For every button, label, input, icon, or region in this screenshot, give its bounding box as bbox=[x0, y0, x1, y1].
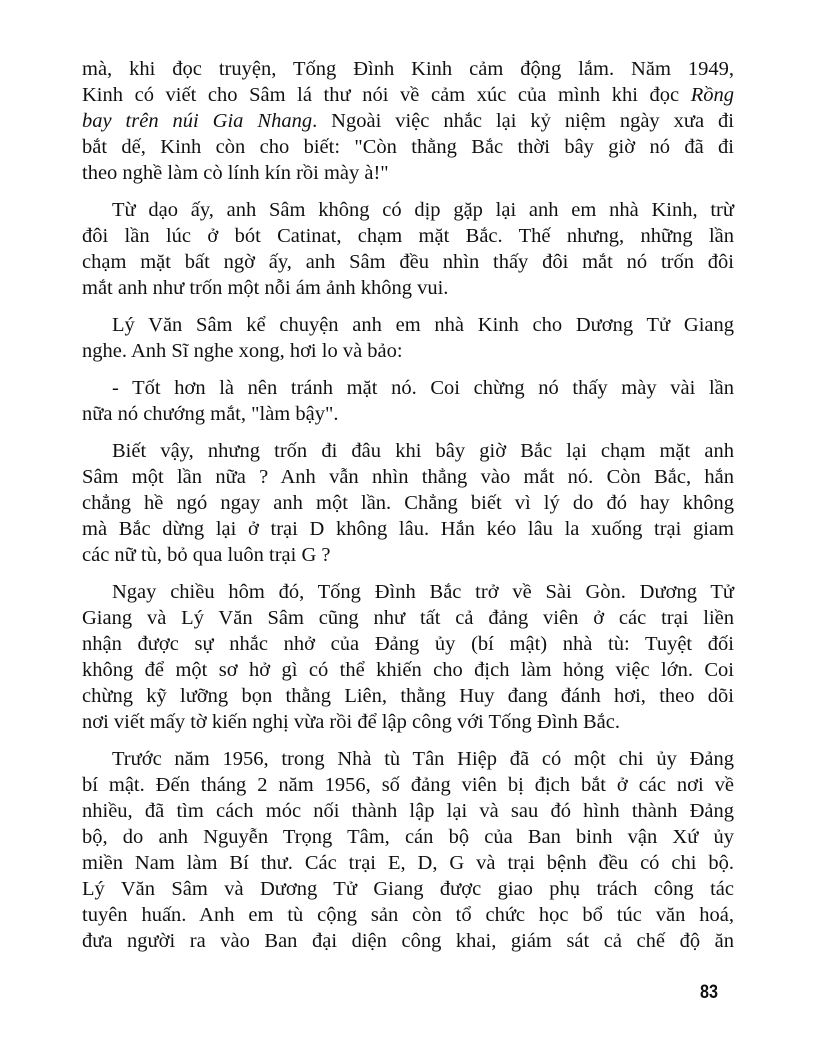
paragraph bbox=[82, 56, 734, 186]
text-segment: Kinh có viết cho Sâm lá thư nói về cảm xúc của mình khi đọc bbox=[82, 84, 691, 106]
text-line bbox=[82, 108, 734, 134]
italic-title: Rồng bbox=[690, 84, 734, 106]
text-line: nữa nó chướng mắt, "làm bậy". bbox=[82, 403, 339, 425]
text-line: nghe. Anh Sĩ nghe xong, hơi lo và bảo: bbox=[82, 340, 403, 362]
text-line: Ngay chiều hôm đó, Tống Đình Bắc trở về Sài Gòn. Dương Tử bbox=[112, 581, 734, 603]
text-line: chừng kỹ lưỡng bọn thằng Liên, thằng Huy đang đánh hơi, theo dõi bbox=[82, 685, 734, 707]
text-line bbox=[82, 82, 734, 108]
text-line: miền Nam làm Bí thư. Các trại E, D, G và trại bệnh đều có chi bộ. bbox=[82, 852, 734, 874]
text-line: Lý Văn Sâm và Dương Tử Giang được giao phụ trách công tác bbox=[82, 878, 734, 900]
text-line: Giang và Lý Văn Sâm cũng như tất cả đảng viên ở các trại liền bbox=[82, 607, 734, 629]
text-line: đôi lần lúc ở bót Catinat, chạm mặt Bắc. Thế nhưng, những lần bbox=[82, 225, 734, 247]
page-number: 83 bbox=[700, 982, 718, 1003]
paragraph bbox=[82, 438, 734, 568]
paragraph bbox=[82, 312, 734, 364]
text-line: nhận được sự nhắc nhở của Đảng ủy (bí mật) nhà tù: Tuyệt đối bbox=[82, 633, 734, 655]
text-segment: . Ngoài việc nhắc lại kỷ niệm ngày xưa đi bbox=[312, 110, 734, 132]
text-line: chẳng hề ngó ngay anh một lần. Chẳng biết vì lý do đó hay không bbox=[82, 492, 734, 514]
text-line: Biết vậy, nhưng trốn đi đâu khi bây giờ Bắc lại chạm mặt anh bbox=[112, 440, 734, 462]
text-line: - Tốt hơn là nên tránh mặt nó. Coi chừng nó thấy mày vài lần bbox=[112, 377, 734, 399]
body-text bbox=[82, 56, 734, 965]
text-line: mà Bắc dừng lại ở trại D không lâu. Hắn kéo lâu la xuống trại giam bbox=[82, 518, 734, 540]
paragraph bbox=[82, 579, 734, 735]
text-line: bắt dế, Kinh còn cho biết: "Còn thằng Bắc thời bây giờ nó đã đi bbox=[82, 136, 734, 158]
paragraph bbox=[82, 375, 734, 427]
text-line: Sâm một lần nữa ? Anh vẫn nhìn thẳng vào mắt nó. Còn Bắc, hắn bbox=[82, 466, 734, 488]
text-line: nhiều, đã tìm cách móc nối thành lập lại và sau đó hình thành Đảng bbox=[82, 800, 734, 822]
text-line: bí mật. Đến tháng 2 năm 1956, số đảng viên bị địch bắt ở các nơi về bbox=[82, 774, 734, 796]
text-line: theo nghề làm cò lính kín rồi mày à!" bbox=[82, 162, 389, 184]
text-line: bộ, do anh Nguyễn Trọng Tâm, cán bộ của Ban binh vận Xứ ủy bbox=[82, 826, 734, 848]
italic-title: bay trên núi Gia Nhang bbox=[82, 110, 313, 132]
text-line: đưa người ra vào Ban đại diện công khai, giám sát cả chế độ ăn bbox=[82, 930, 734, 952]
text-line: nơi viết mấy tờ kiến nghị vừa rồi để lập công với Tống Đình Bắc. bbox=[82, 711, 621, 733]
text-line: mắt anh như trốn một nỗi ám ảnh không vui. bbox=[82, 277, 449, 299]
text-line: tuyên huấn. Anh em tù cộng sản còn tổ chức học bổ túc văn hoá, bbox=[82, 904, 734, 926]
text-line: chạm mặt bất ngờ ấy, anh Sâm đều nhìn thấy đôi mắt nó trốn đôi bbox=[82, 251, 734, 273]
text-line: các nữ tù, bỏ qua luôn trại G ? bbox=[82, 544, 331, 566]
text-line: không để một sơ hở gì có thể khiến cho địch làm hỏng việc lớn. Coi bbox=[82, 659, 734, 681]
paragraph bbox=[82, 197, 734, 301]
text-line: Trước năm 1956, trong Nhà tù Tân Hiệp đã có một chi ủy Đảng bbox=[112, 748, 734, 770]
paragraph bbox=[82, 746, 734, 954]
text-line: Lý Văn Sâm kể chuyện anh em nhà Kinh cho Dương Tử Giang bbox=[112, 314, 734, 336]
text-line: mà, khi đọc truyện, Tống Đình Kinh cảm động lắm. Năm 1949, bbox=[82, 58, 734, 80]
text-line: Từ dạo ấy, anh Sâm không có dịp gặp lại anh em nhà Kinh, trừ bbox=[112, 199, 734, 221]
